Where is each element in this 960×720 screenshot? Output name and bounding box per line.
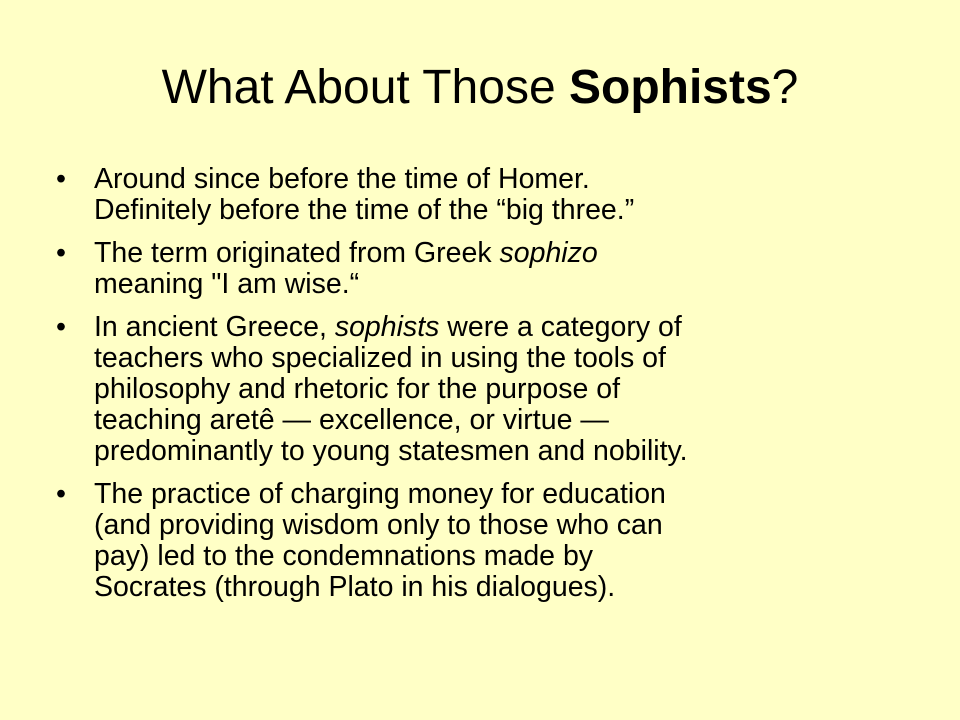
bullet-line: Definitely before the time of the “big three.” — [94, 194, 635, 226]
bullet-line: (and providing wisdom only to those who can — [94, 509, 663, 541]
bullet-line: teaching aretê — excellence, or virtue — — [94, 404, 609, 436]
title-prefix: What About Those — [161, 61, 569, 114]
bullet-line: philosophy and rhetoric for the purpose of — [94, 373, 620, 405]
bullet-line — [94, 312, 916, 343]
bullet-line: predominantly to young statesmen and nobility. — [94, 435, 688, 467]
bullet-dot: • — [56, 163, 66, 195]
bullet-line: Socrates (through Plato in his dialogues). — [94, 571, 616, 603]
bullet-italic-term: sophists — [334, 311, 440, 343]
bullet-line: meaning "I am wise.“ — [94, 268, 360, 300]
bullet-line — [94, 238, 916, 269]
bullet-dot: • — [56, 311, 66, 343]
bullet-item-homer — [56, 164, 916, 226]
bullet-dot: • — [56, 237, 66, 269]
bullet-dot: • — [56, 478, 66, 510]
bullet-line: Around since before the time of Homer. — [94, 163, 590, 195]
bullet-text: In ancient Greece, — [94, 311, 335, 343]
bullet-item-money — [56, 479, 916, 603]
bullet-line: The practice of charging money for education — [94, 478, 666, 510]
bullet-line: teachers who specialized in using the tools of — [94, 342, 666, 374]
bullet-text: were a category of — [439, 311, 682, 343]
bullet-italic-term: sophizo — [499, 237, 598, 269]
bullet-line: pay) led to the condemnations made by — [94, 540, 594, 572]
bullet-list — [56, 164, 916, 615]
bullet-item-definition — [56, 312, 916, 467]
bullet-item-term-origin — [56, 238, 916, 300]
slide-title — [0, 56, 960, 120]
bullet-text: The term originated from Greek — [94, 237, 500, 269]
title-emphasis: Sophists — [568, 61, 772, 114]
title-suffix: ? — [771, 61, 799, 114]
